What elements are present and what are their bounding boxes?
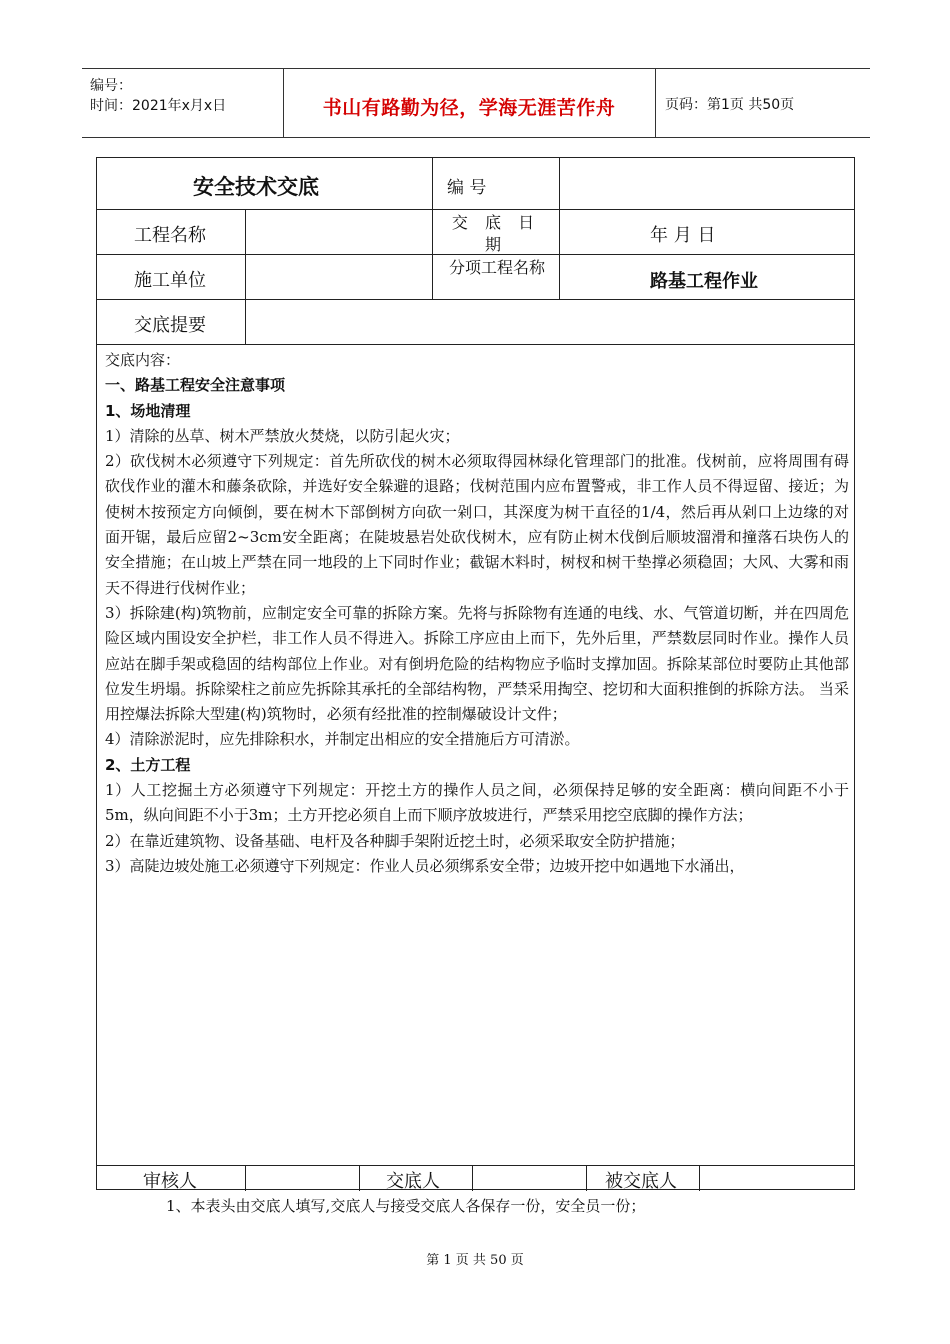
footnote: 1、本表头由交底人填写,交底人与接受交底人各保存一份，安全员一份； xyxy=(166,1197,646,1215)
header-motto: 书山有路勤为径，学海无涯苦作舟 xyxy=(322,97,616,119)
disclosure-form xyxy=(96,157,855,1190)
discloser-label: 交底人 xyxy=(386,1171,440,1192)
form-title: 安全技术交底 xyxy=(193,175,319,199)
row-divider xyxy=(97,344,854,345)
summary-label: 交底提要 xyxy=(134,315,206,336)
reviewer-label: 审核人 xyxy=(143,1171,197,1192)
subsection-title: 1、场地清理 xyxy=(105,401,191,420)
recipient-label: 被交底人 xyxy=(605,1171,677,1192)
content-paragraph: 2）砍伐树木必须遵守下列规定：首先所砍伐的树木必须取得园林绿化管理部门的批准。伐树前，应将周围有碍砍伐作业的灌木和藤条砍除，并选好安全躲避的退路；伐树范围内应布置警戒，非工作人员不得逗留、接近；为使树木按预定方向倾倒，要在树木下部倒树方向砍一剁口，其深度为树干直径的1/4，然后再从剁口上边缘的对面开锯，最后应留2~3cm安全距离；在陡坡悬岩处砍伐树木，应有防止树木伐倒后顺坡溜滑和撞落石块伤人的安全措施；在山坡上严禁在同一地段的上下同时作业；截锯木料时，树杈和树干垫撑必须稳固；大风、大雾和雨天不得进行伐树作业； xyxy=(105,452,849,597)
number-field[interactable] xyxy=(560,159,854,209)
document-number-label: 编号： xyxy=(90,78,132,94)
page-footer: 第 1 页 共 50 页 xyxy=(426,1253,524,1268)
document-date-label: 时间：2021年x月x日 xyxy=(90,98,227,114)
disclosure-date-value[interactable]: 年 月 日 xyxy=(650,225,716,246)
content-paragraph: 1）人工挖掘土方必须遵守下列规定：开挖土方的操作人员之间，必须保持足够的安全距离：横向间距不小于5m，纵向间距不小于3m；土方开挖必须自上而下顺序放坡进行，严禁采用挖空底脚的操作方法； xyxy=(105,781,849,825)
column-divider xyxy=(586,1165,587,1191)
header-motto-cell xyxy=(283,69,656,137)
row-divider xyxy=(97,209,854,210)
reviewer-signature-field[interactable] xyxy=(246,1166,359,1191)
subsection-title: 2、土方工程 xyxy=(105,755,191,774)
column-divider xyxy=(359,1165,360,1191)
content-paragraph: 3）拆除建(构)筑物前，应制定安全可靠的拆除方案。先将与拆除物有连通的电线、水、气管道切断，并在四周危险区域内围设安全护栏，非工作人员不得进入。拆除工序应由上而下，先外后里，严禁数层同时作业。操作人员应站在脚手架或稳固的结构部位上作业。对有倒坍危险的结构物应予临时支撑加固。拆除某部位时要防止其他部位发生坍塌。拆除梁柱之前应先拆除其承托的全部结构物，严禁采用掏空、挖切和大面积推倒的拆除方法。 当采用控爆法拆除大型建(构)筑物时，必须有经批准的控制爆破设计文件； xyxy=(105,603,849,724)
summary-field[interactable] xyxy=(246,300,854,344)
construction-unit-field[interactable] xyxy=(246,255,432,299)
header-page-number: 页码：第1页 共50页 xyxy=(665,97,795,113)
construction-unit-label: 施工单位 xyxy=(134,270,206,291)
content-paragraph: 1）清除的丛草、树木严禁放火焚烧，以防引起火灾； xyxy=(105,426,460,445)
header-page-cell xyxy=(655,69,870,137)
content-paragraph: 2）在靠近建筑物、设备基础、电杆及各种脚手架附近挖土时，必须采取安全防护措施； xyxy=(105,831,685,850)
subproject-value: 路基工程作业 xyxy=(650,271,758,292)
column-divider xyxy=(432,158,433,299)
content-intro: 交底内容： xyxy=(105,351,181,369)
header-info-cell xyxy=(82,69,284,137)
discloser-signature-field[interactable] xyxy=(473,1166,586,1191)
project-name-label: 工程名称 xyxy=(134,225,206,246)
recipient-signature-field[interactable] xyxy=(700,1166,854,1191)
disclosure-content xyxy=(105,348,849,879)
project-name-field[interactable] xyxy=(246,210,432,254)
content-paragraph: 4）清除淤泥时，应先排除积水，并制定出相应的安全措施后方可清淤。 xyxy=(105,730,580,749)
section-title: 一、路基工程安全注意事项 xyxy=(105,376,286,395)
disclosure-date-label: 交 底 日 期 xyxy=(451,213,541,254)
number-label: 编 号 xyxy=(447,178,487,198)
subproject-label: 分项工程名称 xyxy=(448,258,545,277)
content-paragraph: 3）高陡边坡处施工必须遵守下列规定：作业人员必须绑系安全带；边坡开挖中如遇地下水涌出， xyxy=(105,856,745,875)
page-header xyxy=(82,68,870,138)
